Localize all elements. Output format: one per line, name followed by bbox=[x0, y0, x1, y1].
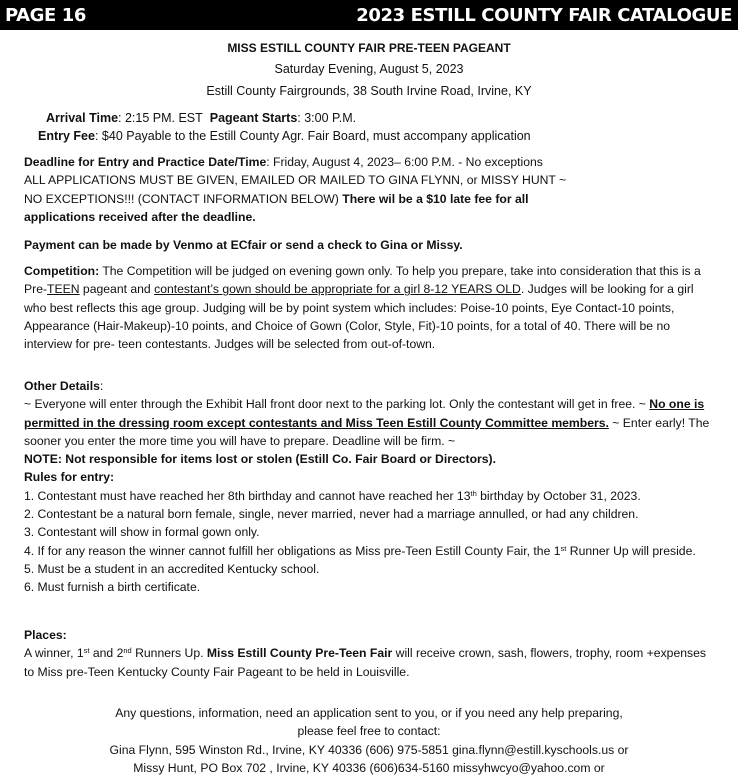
competition-teen-underline: TEEN bbox=[47, 282, 80, 297]
deadline-no-exceptions: NO EXCEPTIONS!!! (CONTACT INFORMATION BELOW) bbox=[24, 191, 343, 206]
pageant-title: MISS ESTILL COUNTY FAIR PRE-TEEN PAGEANT bbox=[227, 41, 511, 55]
pageant-start-value: : 3:00 P.M. bbox=[297, 111, 357, 125]
pageant-start-label: Pageant Starts bbox=[209, 111, 298, 125]
contact-block bbox=[0, 704, 738, 777]
competition-text-1: The Competition will be judged on evening gown only. To help you prepare, take into consideration that this is a Pre- bbox=[24, 264, 701, 297]
competition-paragraph bbox=[24, 262, 714, 353]
places-paragraph: Places: A winner, 1st and 2nd Runners Up. Miss Estill County Pre-Teen Fair will receive crown, sash, flowers, trophy, room +expenses to Miss pre-Teen Kentucky County Fair Pageant to be held in Louisville. bbox=[24, 628, 706, 679]
event-date: Saturday Evening, August 5, 2023 bbox=[274, 62, 464, 76]
pageant-title-block bbox=[0, 36, 738, 101]
payment-note bbox=[24, 236, 714, 254]
entry-fee-value: : $40 Payable to the Estill County Agr. Fair Board, must accompany application bbox=[94, 129, 531, 143]
deadline-paragraph bbox=[24, 153, 584, 226]
places-prizes: will receive crown, sash, flowers, trophy, room +expenses to Miss pre-Teen Kentucky County Fair Pageant to be held in Louisville. bbox=[24, 646, 706, 679]
other-details-text-1: ~ Everyone will enter through the Exhibit Hall front door next to the parking lot. Only the contestant will get in free. ~ bbox=[24, 397, 650, 412]
places-label: Places: bbox=[24, 628, 67, 642]
competition-gown-underline: contestant’s gown should be appropriate for a girl 8-12 YEARS OLD bbox=[154, 282, 521, 297]
deadline-label: Deadline for Entry and Practice Date/Time bbox=[24, 155, 267, 169]
rule-6: 6. Must furnish a birth certificate. bbox=[24, 580, 201, 595]
other-details-paragraph bbox=[24, 377, 714, 597]
deadline-value: : Friday, August 4, 2023– 6:00 P.M. - No exceptions bbox=[266, 155, 543, 169]
pageant-name-bold: Miss Estill County Pre-Teen Fair bbox=[206, 646, 393, 661]
competition-text-2: pageant and bbox=[79, 282, 155, 297]
rules-label: Rules for entry: bbox=[24, 470, 115, 485]
other-details-text-2: ~ Enter early! The sooner you enter the more time you will have to prepare. Deadline will be firm. ~ bbox=[24, 415, 710, 448]
contact-missy-hunt: Missy Hunt, PO Box 702 , Irvine, KY 40336 (606)634-5160 missyhwcyo@yahoo.com or bbox=[133, 760, 605, 775]
entry-fee-label: Entry Fee bbox=[38, 129, 95, 143]
catalogue-title: 2023 ESTILL COUNTY FAIR CATALOGUE bbox=[356, 4, 732, 26]
rule-5: 5. Must be a student in an accredited Kentucky school. bbox=[24, 561, 320, 576]
other-details-label: Other Details bbox=[24, 379, 100, 393]
contact-gina-flynn: Gina Flynn, 595 Winston Rd., Irvine, KY 40336 (606) 975-5851 gina.flynn@estill.kyschools.us or bbox=[109, 742, 629, 757]
lost-items-note: NOTE: Not responsible for items lost or stolen (Estill Co. Fair Board or Directors). bbox=[24, 452, 496, 467]
event-location: Estill County Fairgrounds, 38 South Irvine Road, Irvine, KY bbox=[206, 84, 532, 98]
competition-label: Competition: bbox=[24, 264, 100, 278]
contact-intro: Any questions, information, need an application sent to you, or if you need any help preparing, bbox=[115, 706, 623, 720]
dressing-room-notice: No one is permitted in the dressing room except contestants and Miss Teen Estill County Committee members. bbox=[24, 397, 705, 430]
payment-text: Payment can be made by Venmo at ECfair or send a check to Gina or Missy. bbox=[24, 238, 463, 252]
rule-4: 4. If for any reason the winner cannot fulfill her obligations as Miss pre-Teen Estill County Fair, the 1st Runner Up will preside. bbox=[24, 543, 696, 558]
contact-prompt: please feel free to contact: bbox=[297, 724, 441, 739]
page-header bbox=[0, 0, 738, 30]
entry-fee-line bbox=[38, 127, 531, 145]
other-details-colon: : bbox=[99, 379, 104, 393]
rule-3: 3. Contestant will show in formal gown only. bbox=[24, 525, 260, 540]
page-number: PAGE 16 bbox=[5, 4, 87, 26]
arrival-label: Arrival Time bbox=[46, 111, 119, 125]
rule-1: 1. Contestant must have reached her 8th birthday and cannot have reached her 13th birthday by October 31, 2023. bbox=[24, 488, 641, 503]
arrival-value: : 2:15 PM. EST bbox=[118, 111, 203, 125]
rule-2: 2. Contestant be a natural born female, single, never married, never had a marriage annulled, or had any children. bbox=[24, 507, 639, 522]
late-fee-note: There wil be a $10 late fee for all applications received after the deadline. bbox=[24, 191, 529, 224]
arrival-line bbox=[46, 109, 356, 127]
competition-text-3: . Judges will be looking for a girl who best reflects this age group. Judging will be by point system which includes: Poise-10 points, Eye Contact-10 points, Appearance (Hair-Makeup)-10 points, and Choice of Gown (Color, Style, Fit)-10 points, for a total of 40. There will be no interview for pre- teen contestants. Judges will be selected from out-of-town. bbox=[24, 282, 694, 352]
deadline-applications: ALL APPLICATIONS MUST BE GIVEN, EMAILED OR MAILED TO GINA FLYNN, or MISSY HUNT ~ bbox=[24, 173, 567, 188]
